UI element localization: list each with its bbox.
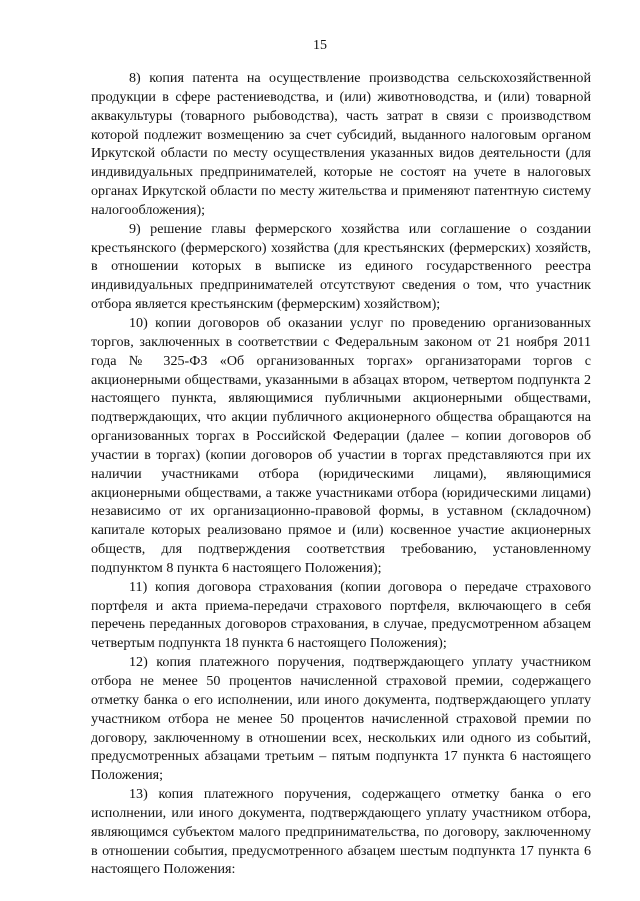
document-body (91, 69, 591, 879)
paragraph-item-10: 10) копии договоров об оказании услуг по проведению организованных торгов, заключенных в соответствии с Федеральным законом от 21 ноября 2011 года № 325-ФЗ «Об организованных торгах» организаторами торгов с акционерными обществами, указанными в абзацах втором, четвертом подпункта 2 настоящего пункта, являющимися публичными акционерными обществами, подтверждающих, что акции публичного акционерного общества обращаются на организованных торгах в Российской Федерации (далее – копии договоров об участии в торгах) (копии договоров об участии в торгах представляются при их наличии участниками отбора (юридическими лицами), являющимися акционерными обществами, а также участниками отбора (юридическими лицами) независимо от их организационно-правовой формы, в уставном (складочном) капитале которых реализовано прямое и (или) косвенное участие акционерных обществ, для подтверждения соответствия требованию, установленному подпунктом 8 пункта 6 настоящего Положения); (91, 314, 591, 576)
paragraph-item-13: 13) копия платежного поручения, содержащего отметку банка о его исполнении, или иного документа, подтверждающего уплату участником отбора, являющимся субъектом малого предпринимательства, по договору, заключенному в отношении события, предусмотренного абзацем шестым подпункта 17 пункта 6 настоящего Положения: (91, 786, 591, 878)
page-number: 15 (313, 38, 327, 53)
paragraph-item-11: 11) копия договора страхования (копии договора о передаче страхового портфеля и акта приема-передачи страхового портфеля, включающего в себя перечень переданных договоров страхования, в случае, предусмотренном абзацем четвертым подпункта 18 пункта 6 настоящего Положения); (91, 578, 591, 652)
paragraph-item-12: 12) копия платежного поручения, подтверждающего уплату участником отбора не менее 50 процентов начисленной страховой премии, содержащего отметку банка о его исполнении, или иного документа, подтверждающего уплату участником отбора не менее 50 процентов начисленной страховой премии по договору, заключенному в отношении всех, нескольких или одного из событий, предусмотренных абзацами третьим – пятым подпункта 17 пункта 6 настоящего Положения; (91, 654, 591, 784)
paragraph-item-8: 8) копия патента на осуществление производства сельскохозяйственной продукции в сфере растениеводства, и (или) животноводства, и (или) товарной аквакультуры (товарного рыбоводства), часть затрат в связи с производством которой подлежит возмещению за счет субсидий, выданного налоговым органом Иркутской области по месту осуществления указанных видов деятельности (для индивидуальных предпринимателей, которые не состоят на учете в налоговых органах Иркутской области по месту жительства и применяют патентную систему налогообложения); (91, 70, 591, 218)
paragraph-item-9: 9) решение главы фермерского хозяйства или соглашение о создании крестьянского (фермерского) хозяйства (для крестьянских (фермерских) хозяйств, в отношении которых в выписке из единого государственного реестра индивидуальных предпринимателей отсутствуют сведения о том, что участник отбора является крестьянским (фермерским) хозяйством); (91, 220, 591, 313)
